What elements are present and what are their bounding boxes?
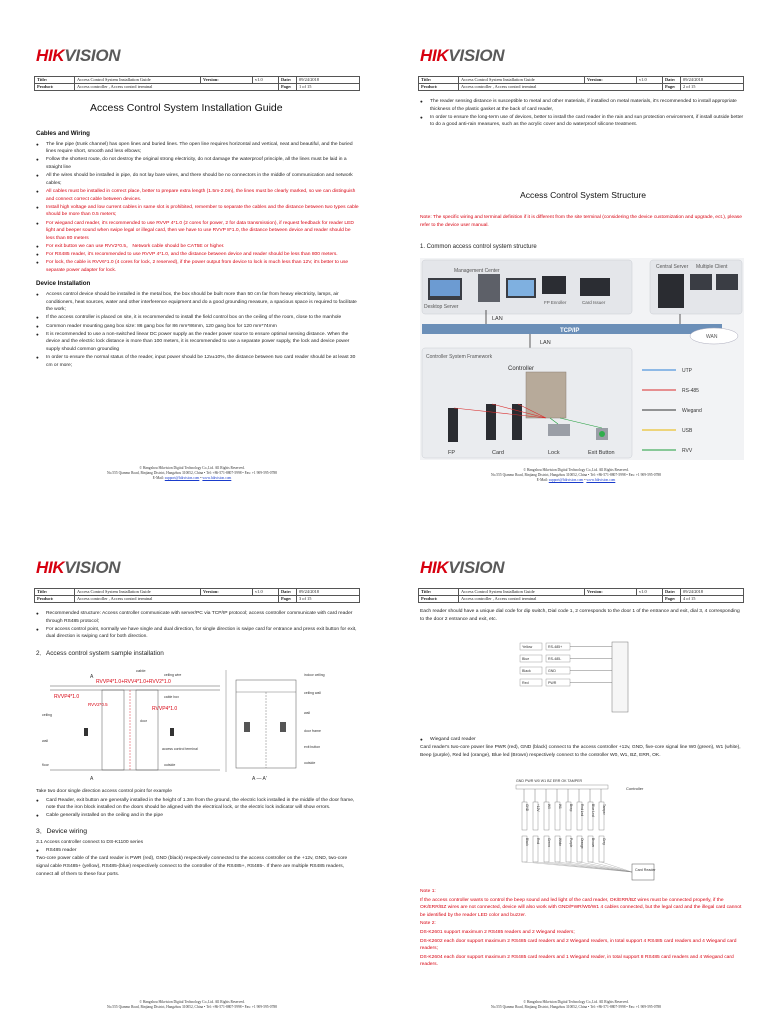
svg-text:indoor ceiling: indoor ceiling [304, 673, 325, 677]
header-table: Title: Access Control System Installation Guide Version: v1.0 Date: 09/24/2018 Product: Access controller , Access control terminal Page: 1 of 15 [34, 76, 360, 91]
wire-signal-label: W0 [546, 804, 551, 809]
wire-color-label: White [557, 838, 562, 847]
label-fp-enroller: FP Enroller [544, 300, 567, 305]
legend-label-wiegand: Wiegand [682, 408, 702, 414]
svg-text:access control terminal: access control terminal [162, 747, 198, 751]
dip-switch-icon [612, 642, 628, 712]
rs485-wiring-diagram [514, 634, 634, 730]
structure-title: Access Control System Structure [520, 190, 647, 200]
svg-text:ceiling wire: ceiling wire [164, 673, 182, 677]
wiring-subheading: 3.1 Access controller connect to DS-K1100 series [36, 839, 144, 845]
document-page-2 [394, 10, 758, 506]
label-lock: Lock [548, 450, 560, 456]
list-item: ● Follow the shortest route, do not destroy the original strong electricity, do not damage the waterproof principle, all the lines must be laid in a straight line [36, 156, 360, 171]
page1-body [36, 126, 360, 370]
legend-label-usb: USB [682, 428, 693, 434]
document-page-1 [10, 10, 374, 506]
sample-installation-heading: 2．Access control system sample installation [36, 650, 164, 657]
hikvision-logo: HIKVISION [420, 46, 505, 65]
fp-enroller-icon [542, 276, 566, 294]
page3-intro [36, 610, 360, 642]
hikvision-logo: HIKVISION [36, 46, 121, 65]
svg-text:cable box: cable box [164, 695, 179, 699]
spec-rvvp4: RVVP4*1.0 [54, 694, 80, 700]
list-item: ● Card Reader, exit button are generally installed in the height of 1.3m from the ground, the electric lock installed in the middle of the door frame, note that the iron block installed on the doors should be aligned with the electrical lock, or the electric lock indicator will show errors. [36, 797, 360, 812]
wire-color-label: Black [522, 669, 531, 673]
list-item: ● It is recommended to use a non-switched linear DC power supply as the reader power source to ensure optimal sensing distance. When the device and the electric lock distance is more than 100 meters, it is recommended to use a separate power supply, the lock and device power supply should common grounding [36, 331, 360, 354]
installation-drawing [40, 662, 358, 784]
legend-label-rs-485: RS-485 [682, 388, 699, 394]
list-item: ● The line pipe (trunk channel) has open lines and buried lines. The open line requires horizontal and vertical, neat and beautiful, and the buried lines require short, smooth and less elbows; [36, 141, 360, 156]
label-desktop-server: Desktop Server [424, 304, 459, 310]
wire-signal-label: GND [524, 804, 529, 812]
header-table: Title: Access Control System Installation Guide Version: v1.0 Date: 09/24/2018 Product: Access controller , Access control terminal Page: 4 of 15 [418, 588, 744, 603]
page-footer: © Hangzhou Hikvision Digital Technology Co.,Ltd. All Rights Reserved. No.555 Qianmo Road, Binjiang District, Hangzhou 310052, China • Tel: +86-571-8807-5998 • Fax: +1 909-595-0788 E-Mail: support@hikvision.com • www.hikvision.com [107, 466, 277, 480]
header-table: Title: Access Control System Installation Guide Version: v1.0 Date: 09/24/2018 Product: Access controller , Access control terminal Page: 3 of 15 [34, 588, 360, 603]
page-footer: © Hangzhou Hikvision Digital Technology Co.,Ltd. All Rights Reserved. No.555 Qianmo Road, Binjiang District, Hangzhou 310052, China • Tel: +86-571-8807-5998 • Fax: +1 909-595-0788 E-Mail: support@hikvision.com • www.hikvision.com [491, 468, 661, 482]
label-a-bottom: A [90, 776, 94, 782]
wire-color-label: Red [522, 681, 529, 685]
device-wiring-heading: 3．Device wiring [36, 827, 87, 835]
legend-label-utp: UTP [682, 368, 692, 374]
wiegand-wiring-diagram [514, 776, 664, 886]
card-reader-icon [486, 404, 496, 440]
list-item: ● For exit button we can use RVV2*0.5。 Network cable should be CAT5E or higher. [36, 243, 360, 251]
wire-color-label: Orange [579, 838, 584, 849]
svg-text:exit button: exit button [304, 745, 321, 749]
list-item: ● For wiegand card reader, it's recommended to use RVVP 4*1.0 (2 cores for power, 2 for data transmission), if request feedback for reader LED light and beeper sound when swipe legal or illegal card, then we have to use RVVP 8*1.0, the distance between device and reader should be less than 80 meters [36, 220, 360, 243]
structure-subheading: 1. Common access control system structure [420, 244, 537, 250]
hikvision-logo: HIKVISION [420, 558, 505, 577]
label-a-top: A [90, 674, 94, 680]
list-item: ● Common reader mounting gang box size: 86 gang box for 86 mm*86mm, 120 gang box for 120 mm*74mm [36, 323, 360, 331]
wire-color-label: Grey [601, 838, 606, 845]
list-item: ● Install high voltage and low current cables in same slot is prohibited, remember to separate the cables and the distance between two types cable should be more than 0.5 meters; [36, 204, 360, 219]
list-item: ● If the access controller is placed on site, it is recommended to install the field control box on the ceiling of the room, close to the manhole [36, 314, 360, 322]
wire-color-label: Blue [522, 657, 530, 661]
label-management-center: Management Center [454, 268, 500, 274]
svg-text:door frame: door frame [304, 729, 321, 733]
list-item: ● In order to ensure the long-term use of devices, better to install the card reader in the rain and sun protection environment, if install outside better to do a good anti-rain measures, such as the acrylic cover and do waterproof silicone treatment. [420, 114, 744, 129]
svg-text:wall: wall [42, 739, 49, 743]
svg-text:outside: outside [304, 761, 316, 765]
list-item: ● All the wires should be installed in pipe, do not lay bare wires, and there should be no connectors in the middle of communication and network cables; [36, 172, 360, 187]
list-item: ● Cable generally installed on the ceiling and in the pipe [36, 812, 360, 820]
system-structure-diagram [420, 258, 744, 460]
website-link[interactable]: www.hikvision.com [586, 477, 616, 482]
spec-rvvp4-b: RVVP4*1.0 [152, 706, 178, 712]
page3-body: Take two door single direction access control point for example ● Card Reader, exit button are generally installed in the height of 1.3m from the ground, the electric lock installed in the middle of the door frame, note that the iron block installed on the doors should be aligned with the electrical lock, or the electric lock indicator will show errors. ● Cable generally installed on the ceiling and in the pipe 3．Device wiring 3.1 Access controller connect to DS-K1100 series ● RS485 reader Two-core power cable of the card reader is PWR (red), GND (black) respectively connected to the access controller on the +12v, GND, two-core signal cable RS485+ (yellow), RS485-(blue) respectively connect to the controller of the RS485+, RS485-. If there are multiple RS485 readers, connect all of them to these four ports. [36, 788, 360, 879]
document-page-4 [394, 522, 758, 1018]
wire-signal-label: +12V [535, 804, 540, 812]
list-item: ● RS485 reader [36, 847, 360, 855]
client-monitor-icon [716, 274, 738, 290]
notes: Note 1: If the access controller wants to control the beep sound and led light of the card reader, OK/ERR/BZ wires must be connected properly, if the OK/ERR/BZ wires are not connected, device will also work with GND/PWR/W0/W1 4 cables connected, but the legal card and the illegal card cannot be identified by the reader LED color and buzzer. Note 2: DS-K2601 support maximum 2 RS485 readers and 2 Wiegand readers; DS-K2602 each door support maximum 2 RS485 card readers and 2 Wiegand readers, in total support 4 RS485 card readers and 4 Wiegand card readers; DS-K2604 each door support maximum 2 RS485 card readers and 1 Wiegand reader, in total support 8 RS485 card readers and 4 Wiegand card readers. [420, 889, 742, 968]
terminal-label: RS-485+ [548, 645, 563, 649]
wire-color-label: Purple [568, 838, 573, 848]
svg-text:outside: outside [164, 763, 176, 767]
label-controller: Controller [626, 786, 644, 791]
cables-list [36, 141, 360, 275]
device-list [36, 291, 360, 369]
wire-color-label: Red [535, 838, 540, 844]
list-item: ● For RS485 reader, it's recommended to use RVVP 4*1.0, and the distance between device and reader should be less than 800 meters. [36, 251, 360, 259]
svg-text:ceiling: ceiling [42, 713, 52, 717]
label-central-server: Central Server [656, 264, 689, 270]
page2-body [420, 98, 744, 130]
pc-tower-icon [478, 274, 500, 302]
device-heading: Device Installation [36, 280, 91, 288]
list-item: ● Access control device should be installed in the metal box, the box should be built more than 50 cm far from heavy electricity, lamps, air conditioners, heat sources, water and other interference equipment and do a good grounding measure, a spacious space is required to facilitate the work; [36, 291, 360, 314]
spec-rvvp-main: RVVP4*1.0+RVV4*1.0+RVV2*1.0 [96, 679, 171, 685]
document-page-3 [10, 522, 374, 1018]
label-section: A — A' [252, 776, 267, 782]
label-lan-top: LAN [492, 316, 503, 322]
label-controller-framework: Controller System Framework [426, 354, 493, 360]
wire-color-label: Yellow [522, 645, 533, 649]
wire-color-label: Green [546, 838, 551, 847]
label-multiple-client: Multiple Client [696, 264, 728, 270]
label-card-reader: Card Reader [635, 868, 656, 872]
label-lan-mid: LAN [540, 340, 551, 346]
email-link[interactable]: support@hikvision.com [164, 475, 200, 480]
label-fp: FP [448, 450, 456, 456]
wire-signal-label: Beep [568, 804, 573, 812]
page-footer: © Hangzhou Hikvision Digital Technology Co.,Ltd. All Rights Reserved. No.555 Qianmo Road, Binjiang District, Hangzhou 310052, China • Tel: +86-571-8807-5998 • Fax: +1 909-595-0788 [491, 1000, 661, 1009]
label-cable: cable [136, 668, 146, 673]
wire-signal-label: Tamper [601, 804, 606, 815]
terminal-header: GND PWR W0 W1 BZ ERR OK TAMPER [516, 779, 583, 783]
email-link[interactable]: support@hikvision.com [548, 477, 584, 482]
terminal-label: RS-485- [548, 657, 562, 661]
svg-text:ceiling wall: ceiling wall [304, 691, 321, 695]
label-controller: Controller [508, 366, 535, 372]
terminal-label: GND [548, 669, 556, 673]
server-rack-icon [658, 274, 684, 308]
lock-icon [548, 424, 570, 436]
wire-signal-label: W1 [557, 804, 562, 809]
wiegand-section: ● Wiegand card reader Card reader's two-core power line PWR (red), GND (black) connect to the access controller +12v, GND, five-core signal line W0 (green), W1 (white), Beep (purple), Red led (orange), Blue led (Brown) respectively connect to the controller W0, W1, BZ, ERR, OK. [420, 736, 744, 760]
page-footer: © Hangzhou Hikvision Digital Technology Co.,Ltd. All Rights Reserved. No.555 Qianmo Road, Binjiang District, Hangzhou 310052, China • Tel: +86-571-8807-5998 • Fax: +1 909-595-0788 [107, 1000, 277, 1009]
fp-reader-icon [448, 408, 458, 442]
card-reader-icon [632, 864, 654, 880]
client-monitor-icon [690, 274, 712, 290]
svg-text:wall: wall [304, 711, 311, 715]
list-item: ● The reader sensing distance is susceptible to metal and other materials, if installed on metal materials, it's recommended to install appropriate thickness of the plastic gasket at the back of card reader, [420, 98, 744, 113]
label-card: Card [492, 450, 504, 456]
cables-heading: Cables and Wiring [36, 130, 90, 137]
website-link[interactable]: www.hikvision.com [202, 475, 232, 480]
hikvision-logo: HIKVISION [36, 558, 121, 577]
card-issuer-icon [580, 278, 610, 296]
terminal-label: PWR [548, 681, 557, 685]
list-item: ● Recommended structure: Access controller communicate with server/PC via TCP/IP protocol; access controller communicate with card reader through RS485 protocol; [36, 610, 360, 625]
reader-mount-icon [84, 728, 88, 736]
list-item: ● For lock, the cable is RVV6*1.0 (4 cores for lock, 2 reserved), if the power output from device to lock is much less than 12V, it's better to use separate power adapter for lock. [36, 259, 360, 274]
wire-signal-label: Red Led [579, 804, 584, 817]
svg-text:floor: floor [42, 763, 49, 767]
svg-text:door: door [140, 719, 148, 723]
label-wan: WAN [706, 334, 718, 340]
label-exit-button: Exit Button [588, 450, 615, 456]
wire-signal-label: Blue Led [590, 804, 595, 817]
dip-switch-paragraph: Each reader should have a unique dial code for dip switch, Dial code 1, 2 corresponds to the door 1 of the entrance and exit, dial 3, 4 corresponding to the door 2 entrance and exit, etc. [420, 609, 740, 622]
label-tcpip: TCP/IP [560, 328, 580, 334]
list-item: ● For access control point, normally we have single and dual direction, for single direction is swipe card for entrance and press exit button for exit, dual direction is swiping card for both direction. [36, 626, 360, 641]
list-item: ● All cables must be installed in correct place, better to prepare extra length (1.5m-2.0m), the lines must be clearly marked, so we can distinguish and connect correct cable between devices. [36, 188, 360, 203]
wire-color-label: Black [524, 838, 529, 846]
list-item: ● Wiegand card reader [420, 736, 744, 744]
wire-color-label: Brown [590, 838, 595, 848]
header-table: Title: Access Control System Installation Guide Version: v1.0 Date: 09/24/2018 Product: Access controller , Access control terminal Page: 2 of 15 [418, 76, 744, 91]
list-item: ● In order to ensure the normal status of the reader, input power should be 12v±10%, the distance between two card reader should be at least 30 cm or more; [36, 354, 360, 369]
legend-label-rvv: RVV [682, 448, 693, 454]
spec-rvv2: RVV2*0.5 [88, 702, 108, 707]
exit-button-mount-icon [170, 728, 174, 736]
page-title: Access Control System Installation Guide [90, 102, 283, 114]
structure-note: Note: The specific wiring and terminal definition if it is different from the site terminal (considering the device customization and upgrade, ect.), please refer to the device user manual. [420, 215, 742, 228]
label-card-issuer: Card Issuer [582, 300, 606, 305]
